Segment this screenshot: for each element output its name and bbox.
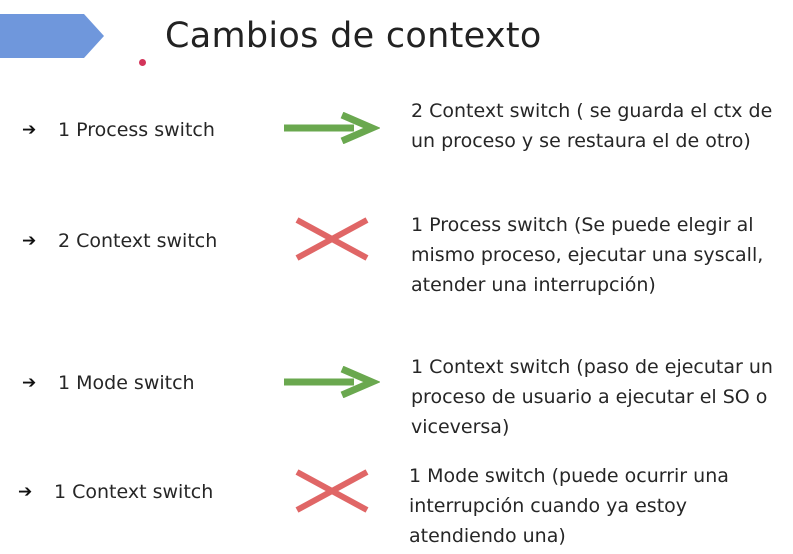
row-3-left-label: 1 Mode switch [58, 372, 195, 394]
row-4-left [18, 480, 213, 504]
row-2-description-line: mismo proceso, ejecutar una syscall, [411, 244, 764, 266]
red-cross-icon [293, 216, 371, 262]
bullet-arrow-icon: ➔ [22, 120, 37, 140]
row-1-description-line: un proceso y se restaura el de otro) [411, 130, 751, 152]
row-3-description-line: viceversa) [411, 416, 510, 438]
row-1-left-label: 1 Process switch [58, 119, 215, 141]
banner-polygon [0, 14, 104, 58]
row-3-description [411, 352, 791, 442]
red-cross-icon [293, 468, 371, 514]
row-4-description-line: atendiendo una) [409, 525, 566, 547]
slide-banner-shape [0, 14, 104, 58]
green-arrow-icon [284, 366, 380, 398]
bullet-arrow-icon: ➔ [18, 482, 33, 502]
row-2-left-label: 2 Context switch [58, 230, 218, 252]
row-1-description [411, 96, 791, 156]
row-1-left [22, 118, 215, 142]
row-4-description [409, 461, 789, 551]
row-2-left [22, 229, 217, 253]
row-3-description-line: 1 Context switch (paso de ejecutar un [411, 356, 773, 378]
bullet-arrow-icon: ➔ [22, 231, 37, 251]
row-1-description-line: 2 Context switch ( se guarda el ctx de [411, 100, 773, 122]
row-4-description-line: 1 Mode switch (puede ocurrir una [409, 465, 729, 487]
bullet-arrow-icon: ➔ [22, 373, 37, 393]
green-arrow-icon [284, 112, 380, 144]
row-4-description-line: interrupción cuando ya estoy [409, 495, 688, 517]
row-2-description-line: atender una interrupción) [411, 274, 656, 296]
row-2-description [411, 210, 791, 300]
row-2-description-line: 1 Process switch (Se puede elegir al [411, 214, 754, 236]
row-3-description-line: proceso de usuario a ejecutar el SO o [411, 386, 768, 408]
accent-dot [139, 59, 146, 66]
row-3-left [22, 371, 195, 395]
slide-title: Cambios de contexto [165, 16, 542, 56]
row-4-left-label: 1 Context switch [54, 481, 214, 503]
